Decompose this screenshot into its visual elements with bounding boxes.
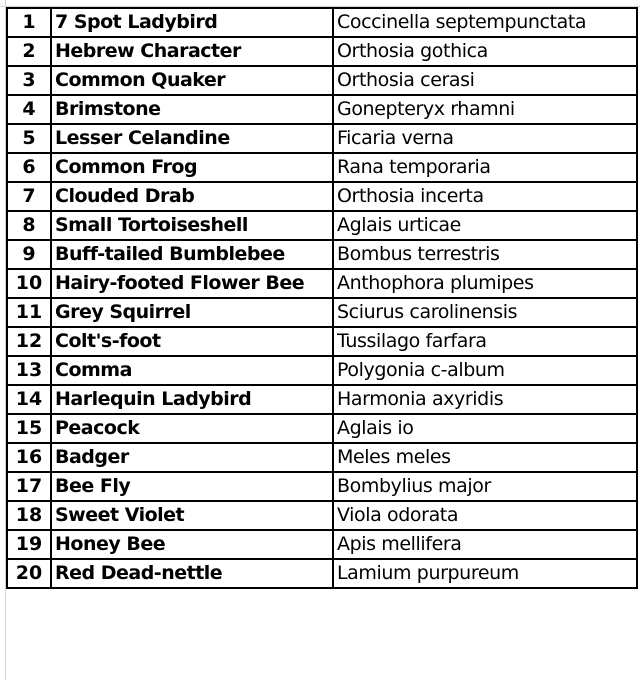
row-number-cell[interactable]: 15 — [7, 414, 51, 443]
row-number-cell[interactable]: 19 — [7, 530, 51, 559]
latin-name-cell[interactable]: Polygonia c-album — [333, 356, 637, 385]
table-row — [7, 559, 637, 588]
latin-name-cell[interactable]: Bombus terrestris — [333, 240, 637, 269]
row-number-cell[interactable]: 20 — [7, 559, 51, 588]
common-name-cell[interactable]: Sweet Violet — [51, 501, 333, 530]
latin-name-cell[interactable]: Anthophora plumipes — [333, 269, 637, 298]
row-number-cell[interactable]: 10 — [7, 269, 51, 298]
latin-name-cell[interactable]: Harmonia axyridis — [333, 385, 637, 414]
latin-name-cell[interactable]: Orthosia cerasi — [333, 66, 637, 95]
common-name-cell[interactable]: Small Tortoiseshell — [51, 211, 333, 240]
gridline-top — [0, 0, 640, 7]
latin-name-cell[interactable]: Lamium purpureum — [333, 559, 637, 588]
common-name-cell[interactable]: Hebrew Character — [51, 37, 333, 66]
row-number-cell[interactable]: 16 — [7, 443, 51, 472]
row-number-cell[interactable]: 9 — [7, 240, 51, 269]
common-name-cell[interactable]: Common Quaker — [51, 66, 333, 95]
latin-name-cell[interactable]: Orthosia gothica — [333, 37, 637, 66]
latin-name-cell[interactable]: Coccinella septempunctata — [333, 8, 637, 37]
common-name-cell[interactable]: Lesser Celandine — [51, 124, 333, 153]
common-name-cell[interactable]: Badger — [51, 443, 333, 472]
species-table-body — [7, 8, 637, 588]
table-row — [7, 327, 637, 356]
common-name-cell[interactable]: Grey Squirrel — [51, 298, 333, 327]
common-name-cell[interactable]: Harlequin Ladybird — [51, 385, 333, 414]
latin-name-cell[interactable]: Apis mellifera — [333, 530, 637, 559]
table-row — [7, 124, 637, 153]
row-number-cell[interactable]: 5 — [7, 124, 51, 153]
row-number-cell[interactable]: 3 — [7, 66, 51, 95]
table-row — [7, 153, 637, 182]
latin-name-cell[interactable]: Bombylius major — [333, 472, 637, 501]
table-row — [7, 472, 637, 501]
latin-name-cell[interactable]: Sciurus carolinensis — [333, 298, 637, 327]
row-number-cell[interactable]: 17 — [7, 472, 51, 501]
common-name-cell[interactable]: Peacock — [51, 414, 333, 443]
table-row — [7, 530, 637, 559]
table-row — [7, 269, 637, 298]
row-number-cell[interactable]: 14 — [7, 385, 51, 414]
latin-name-cell[interactable]: Viola odorata — [333, 501, 637, 530]
table-row — [7, 240, 637, 269]
common-name-cell[interactable]: Brimstone — [51, 95, 333, 124]
latin-name-cell[interactable]: Orthosia incerta — [333, 182, 637, 211]
common-name-cell[interactable]: Common Frog — [51, 153, 333, 182]
latin-name-cell[interactable]: Aglais urticae — [333, 211, 637, 240]
table-row — [7, 356, 637, 385]
common-name-cell[interactable]: Buff-tailed Bumblebee — [51, 240, 333, 269]
table-row — [7, 37, 637, 66]
row-number-cell[interactable]: 6 — [7, 153, 51, 182]
row-number-cell[interactable]: 13 — [7, 356, 51, 385]
table-row — [7, 211, 637, 240]
common-name-cell[interactable]: Hairy-footed Flower Bee — [51, 269, 333, 298]
table-row — [7, 8, 637, 37]
row-number-cell[interactable]: 7 — [7, 182, 51, 211]
row-number-cell[interactable]: 1 — [7, 8, 51, 37]
table-row — [7, 414, 637, 443]
latin-name-cell[interactable]: Gonepteryx rhamni — [333, 95, 637, 124]
species-table — [6, 7, 638, 589]
row-number-cell[interactable]: 8 — [7, 211, 51, 240]
table-row — [7, 298, 637, 327]
common-name-cell[interactable]: Comma — [51, 356, 333, 385]
row-number-cell[interactable]: 11 — [7, 298, 51, 327]
row-number-cell[interactable]: 2 — [7, 37, 51, 66]
row-number-cell[interactable]: 4 — [7, 95, 51, 124]
latin-name-cell[interactable]: Tussilago farfara — [333, 327, 637, 356]
table-row — [7, 385, 637, 414]
table-row — [7, 66, 637, 95]
common-name-cell[interactable]: Bee Fly — [51, 472, 333, 501]
row-number-cell[interactable]: 12 — [7, 327, 51, 356]
latin-name-cell[interactable]: Aglais io — [333, 414, 637, 443]
table-row — [7, 443, 637, 472]
common-name-cell[interactable]: Honey Bee — [51, 530, 333, 559]
common-name-cell[interactable]: Clouded Drab — [51, 182, 333, 211]
row-number-cell[interactable]: 18 — [7, 501, 51, 530]
latin-name-cell[interactable]: Rana temporaria — [333, 153, 637, 182]
table-row — [7, 182, 637, 211]
table-row — [7, 501, 637, 530]
latin-name-cell[interactable]: Ficaria verna — [333, 124, 637, 153]
common-name-cell[interactable]: Red Dead-nettle — [51, 559, 333, 588]
latin-name-cell[interactable]: Meles meles — [333, 443, 637, 472]
common-name-cell[interactable]: Colt's-foot — [51, 327, 333, 356]
table-row — [7, 95, 637, 124]
common-name-cell[interactable]: 7 Spot Ladybird — [51, 8, 333, 37]
